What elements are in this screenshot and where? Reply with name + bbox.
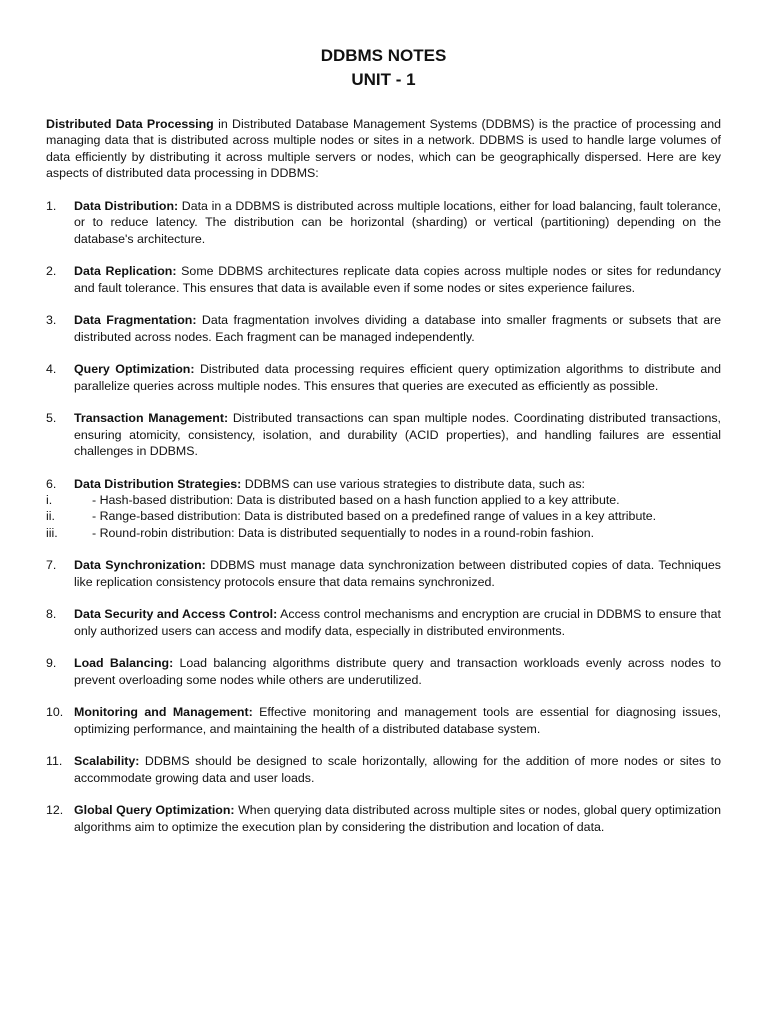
list-term: Data Distribution: bbox=[74, 199, 179, 214]
list-term: Query Optimization: bbox=[74, 362, 195, 377]
list-number: 8. bbox=[46, 607, 57, 622]
sublist-item-3 bbox=[46, 525, 721, 541]
list-text: When querying data distributed across multiple sites or nodes, global query optimization algorithms aim to optimize the execution plan by considering the distribution and location of data. bbox=[74, 803, 722, 834]
sublist-number: ii. bbox=[46, 509, 55, 524]
list-text: Effective monitoring and management tools are essential for diagnosing issues, optimizing performance, and maintaining the health of a distributed database system. bbox=[74, 705, 721, 736]
list-item-9 bbox=[46, 655, 721, 688]
list-item-8 bbox=[46, 606, 721, 639]
list-term: Data Replication: bbox=[74, 264, 177, 279]
list-number: 1. bbox=[46, 199, 57, 214]
list-term: Data Distribution Strategies: bbox=[74, 476, 242, 491]
sublist-item-1 bbox=[46, 492, 721, 508]
list-item-6 bbox=[46, 476, 721, 541]
list-item-4 bbox=[46, 361, 721, 394]
sublist-text: - Range-based distribution: Data is distributed based on a predefined range of values in a key attribute. bbox=[92, 509, 657, 524]
strategies-sublist bbox=[46, 492, 721, 541]
list-text: Data fragmentation involves dividing a database into smaller fragments or subsets that are distributed across nodes. Each fragment can be managed independently. bbox=[74, 313, 721, 344]
list-text: Distributed data processing requires efficient query optimization algorithms to distribute and parallelize queries across multiple nodes. This ensures that queries are executed as efficiently as possible. bbox=[74, 362, 721, 393]
list-text: DDBMS should be designed to scale horizontally, allowing for the addition of more nodes or sites to accommodate growing data and user loads. bbox=[74, 754, 721, 785]
list-text: Some DDBMS architectures replicate data copies across multiple nodes or sites for redundancy and fault tolerance. This ensures that data is available even if some nodes or sites experience failures. bbox=[74, 264, 721, 295]
list-text: Load balancing algorithms distribute query and transaction workloads evenly across nodes to prevent overloading some nodes while others are underutilized. bbox=[74, 656, 721, 687]
list-term: Monitoring and Management: bbox=[74, 705, 253, 720]
list-item-2 bbox=[46, 263, 721, 296]
list-number: 12. bbox=[46, 803, 64, 818]
list-text: Distributed transactions can span multiple nodes. Coordinating distributed transactions, ensuring atomicity, consistency, isolation, and durability (ACID properties), and handling failures are essential challenges in DDBMS. bbox=[74, 411, 721, 459]
sublist-text: - Hash-based distribution: Data is distributed based on a hash function applied to a key attribute. bbox=[92, 493, 620, 507]
list-item-11 bbox=[46, 753, 721, 786]
sublist-item-2 bbox=[46, 508, 721, 524]
list-number: 7. bbox=[46, 558, 57, 573]
list-term: Data Fragmentation: bbox=[74, 313, 197, 328]
list-item-5 bbox=[46, 410, 721, 459]
intro-lead: Distributed Data Processing bbox=[46, 117, 214, 131]
list-number: 6. bbox=[46, 476, 57, 491]
list-text: DDBMS must manage data synchronization between distributed copies of data. Techniques like replication consistency protocols ensure that data remains synchronized. bbox=[74, 558, 721, 589]
list-term: Data Security and Access Control: bbox=[74, 607, 278, 622]
intro-paragraph bbox=[46, 116, 721, 181]
list-number: 10. bbox=[46, 705, 64, 720]
list-number: 3. bbox=[46, 313, 57, 328]
sublist-text: - Round-robin distribution: Data is distributed sequentially to nodes in a round-robin fashion. bbox=[92, 525, 595, 540]
list-term: Load Balancing: bbox=[74, 656, 174, 671]
list-term: Scalability: bbox=[74, 754, 140, 769]
list-number: 11. bbox=[46, 754, 63, 769]
list-item-10 bbox=[46, 704, 721, 737]
document-subtitle: UNIT - 1 bbox=[351, 70, 416, 89]
sublist-number: iii. bbox=[46, 525, 58, 540]
sublist-number: i. bbox=[46, 493, 53, 507]
list-number: 4. bbox=[46, 362, 57, 377]
document-page bbox=[46, 44, 721, 851]
list-number: 5. bbox=[46, 411, 57, 426]
list-text: Access control mechanisms and encryption are crucial in DDBMS to ensure that only authorized users can access and modify data, especially in distributed environments. bbox=[74, 607, 721, 638]
list-item-7 bbox=[46, 557, 721, 590]
list-term: Data Synchronization: bbox=[74, 558, 206, 573]
list-item-3 bbox=[46, 312, 721, 345]
aspects-list bbox=[46, 198, 721, 835]
list-item-12 bbox=[46, 802, 721, 835]
document-title: DDBMS NOTES bbox=[320, 46, 447, 65]
list-text: DDBMS can use various strategies to distribute data, such as: bbox=[241, 476, 585, 491]
list-term: Global Query Optimization: bbox=[74, 803, 235, 818]
list-text: Data in a DDBMS is distributed across multiple locations, either for load balancing, fault tolerance, or to reduce latency. The distribution can be horizontal (sharding) or vertical (partitioning) depending on the database's architecture. bbox=[74, 199, 721, 246]
list-number: 9. bbox=[46, 656, 57, 671]
list-item-1 bbox=[46, 198, 721, 247]
intro-text: in Distributed Database Management Systems (DDBMS) is the practice of processing and managing data that is distributed across multiple nodes or sites in a network. DDBMS is used to handle large volumes of data efficiently by distributing it across multiple servers or nodes, which can be geographically dispersed. Here are key aspects of distributed data processing in DDBMS: bbox=[46, 117, 721, 180]
document-header bbox=[46, 44, 721, 92]
list-number: 2. bbox=[46, 264, 57, 279]
list-term: Transaction Management: bbox=[74, 411, 229, 426]
